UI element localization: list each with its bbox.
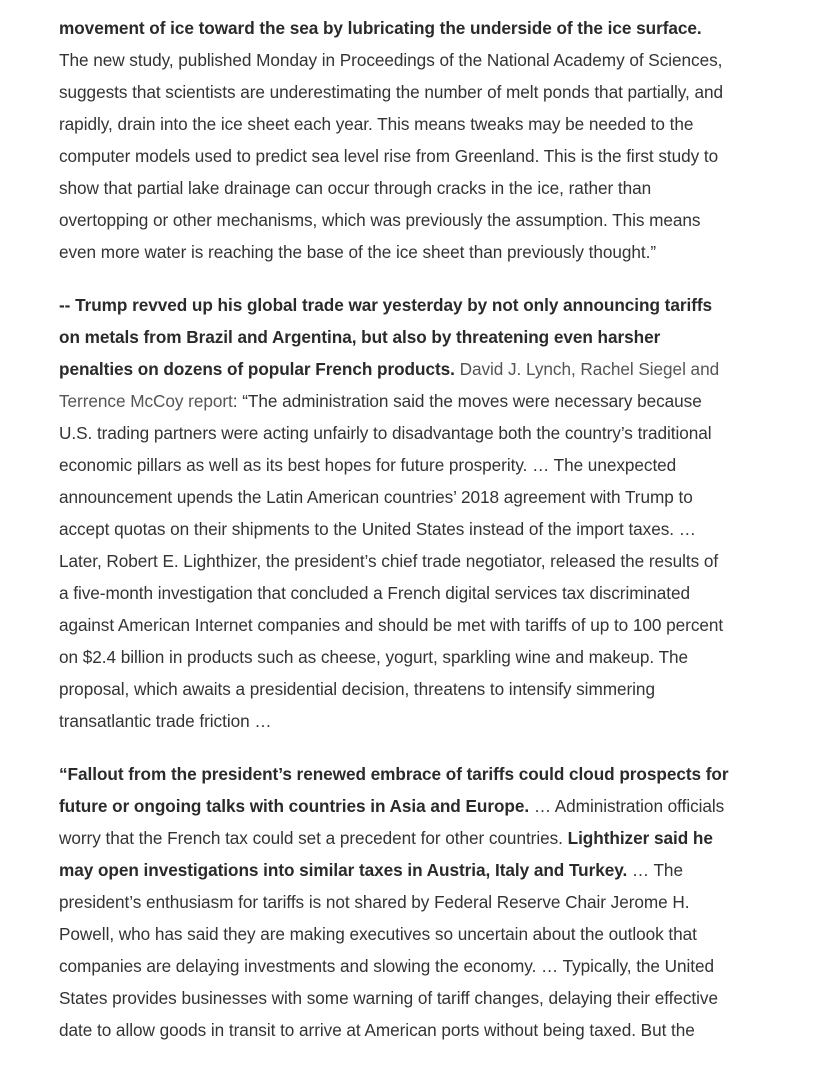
- body-text: … Administration officials: [529, 796, 725, 816]
- text-line: [59, 705, 779, 737]
- text-line: [59, 76, 779, 108]
- paragraph-trade-war: [59, 289, 779, 737]
- body-text: transatlantic trade friction …: [59, 711, 272, 731]
- text-line: [59, 758, 779, 790]
- text-line: [59, 12, 779, 44]
- text-line: [59, 854, 779, 886]
- text-line: [59, 822, 779, 854]
- author-report-link[interactable]: Terrence McCoy report: [59, 391, 233, 411]
- bold-text: may open investigations into similar taxes in Austria, Italy and Turkey.: [59, 860, 628, 880]
- body-text: against American Internet companies and should be met with tariffs of up to 100 percent: [59, 615, 724, 635]
- body-text: The new study, published Monday in Proceedings of the National Academy of Sciences,: [59, 50, 723, 70]
- body-text: economic pillars as well as its best hopes for future prosperity. … The unexpected: [59, 455, 677, 475]
- body-text: Later, Robert E. Lighthizer, the president’s chief trade negotiator, released the results of: [59, 551, 719, 571]
- body-text: computer models used to predict sea level rise from Greenland. This is the first study to: [59, 146, 719, 166]
- text-line: [59, 609, 779, 641]
- bold-text: -- Trump revved up his global trade war yesterday by not only announcing tariffs: [59, 295, 713, 315]
- body-text: accept quotas on their shipments to the United States instead of the import taxes. …: [59, 519, 696, 539]
- text-line: [59, 790, 779, 822]
- text-line: [59, 449, 779, 481]
- body-text: suggests that scientists are underestimating the number of melt ponds that partially, and: [59, 82, 723, 102]
- body-text: … The: [627, 860, 683, 880]
- body-text: even more water is reaching the base of the ice sheet than previously thought.”: [59, 242, 657, 262]
- text-line: [59, 481, 779, 513]
- text-line: [59, 385, 779, 417]
- bold-text: penalties on dozens of popular French products.: [59, 359, 455, 379]
- bold-text: on metals from Brazil and Argentina, but also by threatening even harsher: [59, 327, 661, 347]
- body-text: rapidly, drain into the ice sheet each year. This means tweaks may be needed to the: [59, 114, 694, 134]
- body-text: Powell, who has said they are making executives so uncertain about the outlook that: [59, 924, 697, 944]
- text-line: [59, 673, 779, 705]
- bold-text: future or ongoing talks with countries in Asia and Europe.: [59, 796, 530, 816]
- text-line: [59, 1014, 779, 1046]
- body-text: States provides businesses with some warning of tariff changes, delaying their effective: [59, 988, 718, 1008]
- body-text: : “The administration said the moves were necessary because: [232, 391, 702, 411]
- text-line: [59, 236, 779, 268]
- text-line: [59, 918, 779, 950]
- paragraph-tariff-fallout: [59, 758, 779, 1046]
- text-line: [59, 641, 779, 673]
- text-line: [59, 417, 779, 449]
- body-text: a five-month investigation that concluded a French digital services tax discriminated: [59, 583, 691, 603]
- body-text: U.S. trading partners were acting unfairly to disadvantage both the country’s traditional: [59, 423, 712, 443]
- text-line: [59, 886, 779, 918]
- text-line: [59, 140, 779, 172]
- text-line: [59, 108, 779, 140]
- bold-text: Lighthizer said he: [567, 828, 713, 848]
- text-line: [59, 545, 779, 577]
- body-text: worry that the French tax could set a precedent for other countries.: [59, 828, 568, 848]
- text-line: [59, 950, 779, 982]
- bold-text: “Fallout from the president’s renewed embrace of tariffs could cloud prospects for: [59, 764, 729, 784]
- body-text: companies are delaying investments and slowing the economy. … Typically, the United: [59, 956, 715, 976]
- text-line: [59, 513, 779, 545]
- body-text: overtopping or other mechanisms, which was previously the assumption. This means: [59, 210, 701, 230]
- text-line: [59, 44, 779, 76]
- paragraph-greenland-study: [59, 12, 779, 268]
- body-text: show that partial lake drainage can occur through cracks in the ice, rather than: [59, 178, 652, 198]
- body-text: proposal, which awaits a presidential decision, threatens to intensify simmering: [59, 679, 655, 699]
- text-line: [59, 577, 779, 609]
- body-text: date to allow goods in transit to arrive at American ports without being taxed. But the: [59, 1020, 695, 1040]
- body-text: announcement upends the Latin American countries’ 2018 agreement with Trump to: [59, 487, 693, 507]
- text-line: [59, 321, 779, 353]
- body-text: president’s enthusiasm for tariffs is not shared by Federal Reserve Chair Jerome H.: [59, 892, 690, 912]
- document-page: [59, 12, 779, 1067]
- text-line: [59, 982, 779, 1014]
- bold-text: movement of ice toward the sea by lubricating the underside of the ice surface.: [59, 18, 702, 38]
- text-line: [59, 204, 779, 236]
- body-text: on $2.4 billion in products such as cheese, yogurt, sparkling wine and makeup. The: [59, 647, 689, 667]
- author-report-link[interactable]: David J. Lynch, Rachel Siegel and: [459, 359, 720, 379]
- text-line: [59, 353, 779, 385]
- text-line: [59, 172, 779, 204]
- text-line: [59, 289, 779, 321]
